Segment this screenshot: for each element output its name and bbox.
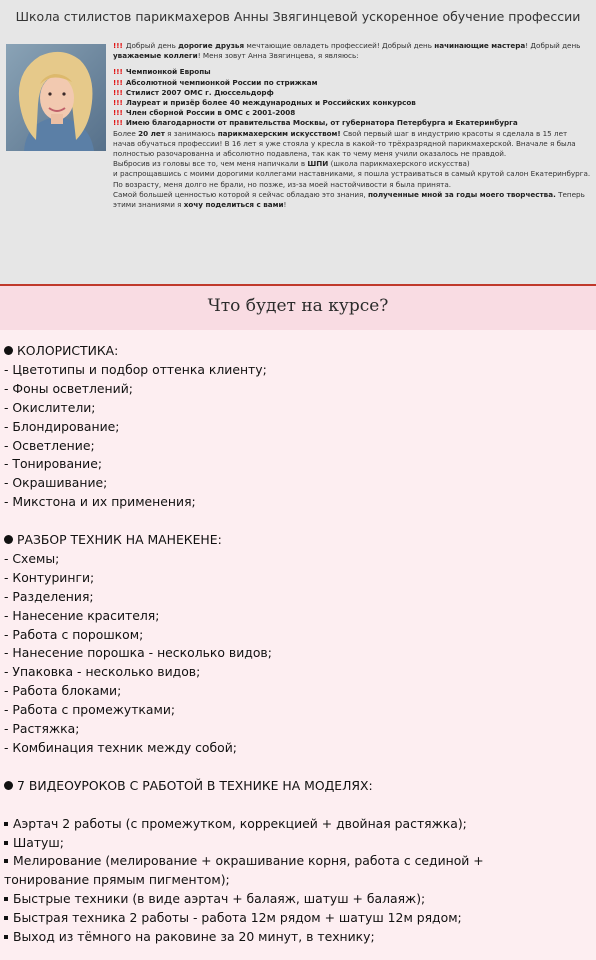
school-info-block — [0, 0, 596, 284]
list-item: - Схемы; — [4, 550, 60, 566]
list-item: Аэртач 2 работы (с промежутком, коррекцией + двойная растяжка); — [4, 815, 594, 834]
bio-greeting: !!! Добрый день дорогие друзья мечтающие овладеть профессией! Добрый день начинающие мастера! Добрый день уважаемые коллеги! Меня зовут Анна Звягинцева, я являюсь: — [113, 41, 581, 61]
list-item: - Контуринги; — [4, 569, 95, 585]
square-bullet-icon — [4, 916, 8, 920]
bullet-icon — [4, 346, 13, 355]
course-block — [0, 286, 596, 960]
section-heading: КОЛОРИСТИКА: — [4, 342, 594, 361]
list-item: - Осветление; — [4, 437, 95, 453]
school-title: Школа стилистов парикмахеров Анны Звягинцевой ускоренное обучение профессии — [15, 9, 581, 24]
achievement-item: !!! Чемпионкой Европы — [113, 67, 211, 77]
list-item: - Работа с порошком; — [4, 626, 144, 642]
bio-salon: и распрощавшись с моими дорогими коллегами наставниками, я пошла устраиваться в самый крутой салон Екатеринбурга. По возрасту, меня долго не брали, но позже, из-за моей настойчивости я была принята. — [113, 169, 591, 189]
list-item: - Упаковка - несколько видов; — [4, 664, 201, 680]
achievement-item: !!! Лауреат и призёр более 40 международных и Российских конкурсов — [113, 98, 416, 108]
list-item: - Фоны осветлений; — [4, 380, 133, 396]
list-item: Быстрая техника 2 работы - работа 12м рядом + шатуш 12м рядом; — [4, 909, 594, 928]
list-item: - Микстона и их применения; — [4, 494, 196, 510]
course-content — [4, 342, 594, 947]
list-item: - Работа с промежутками; — [4, 702, 176, 718]
instructor-photo — [6, 44, 106, 151]
achievement-item: !!! Имею благодарности от правительства Москвы, от губернатора Петербурга и Екатеринбурга — [113, 118, 518, 128]
bio-experience: Более 20 лет я занимаюсь парикмахерским искусством! Свой первый шаг в индустрию красоты я сделала в 15 лет начав обучаться профессии! В 16 лет я уже стояла у кресла в какой-то трёхразрядной парикмахерской. Вначале я была полностью разочарованна и абсолютно подавлена, так как то чему меня учили оказалось не правдой. — [113, 128, 576, 159]
list-item: - Растяжка; — [4, 721, 80, 737]
list-item: - Разделения; — [4, 588, 94, 604]
list-item: - Окислители; — [4, 399, 96, 415]
course-header — [0, 286, 596, 330]
section-heading: 7 ВИДЕОУРОКОВ С РАБОТОЙ В ТЕХНИКЕ НА МОДЕЛЯХ: — [4, 777, 594, 796]
marker: !!! — [113, 41, 123, 50]
bio-value: Самой большей ценностью которой я сейчас обладаю это знания, полученные мной за годы моего творчества. Теперь этими знаниями я хочу поделиться с вами! — [113, 189, 585, 210]
square-bullet-icon — [4, 841, 8, 845]
bio-school: Выбросив из головы все то, чем меня напичкали в ШПИ (школа парикмахерского искусства) — [113, 159, 470, 169]
list-item: - Тонирование; — [4, 456, 103, 472]
achievement-item: !!! Член сборной России в ОМС с 2001-2008 — [113, 108, 296, 118]
list-item: Быстрые техники (в виде аэртач + балаяж, шатуш + балаяж); — [4, 890, 594, 909]
square-bullet-icon — [4, 822, 8, 826]
square-bullet-icon — [4, 897, 8, 901]
list-item: - Блондирование; — [4, 418, 120, 434]
list-item: - Цветотипы и подбор оттенка клиенту; — [4, 361, 267, 377]
bullet-icon — [4, 535, 13, 544]
portrait-image — [6, 44, 106, 151]
achievement-item: !!! Абсолютной чемпионкой России по стрижкам — [113, 77, 318, 87]
square-bullet-icon — [4, 935, 8, 939]
list-item: Выход из тёмного на раковине за 20 минут, в технику; — [4, 928, 594, 947]
list-item: Мелирование (мелирование + окрашивание корня, работа с сединой + — [4, 852, 594, 871]
course-title: Что будет на курсе? — [207, 296, 389, 316]
achievement-item: !!! Стилист 2007 ОМС г. Дюссельдорф — [113, 87, 274, 97]
list-item: Шатуш; — [4, 834, 594, 853]
list-item: - Работа блоками; — [4, 683, 122, 699]
list-item: - Нанесение порошка - несколько видов; — [4, 645, 272, 661]
section-heading: РАЗБОР ТЕХНИК НА МАНЕКЕНЕ: — [4, 531, 594, 550]
list-item: - Окрашивание; — [4, 475, 108, 491]
bullet-icon — [4, 781, 13, 790]
instructor-bio — [113, 41, 591, 210]
list-item: - Нанесение красителя; — [4, 607, 160, 623]
list-item-continuation: тонирование прямым пигментом); — [4, 872, 230, 888]
list-item: - Комбинация техник между собой; — [4, 740, 237, 756]
square-bullet-icon — [4, 859, 8, 863]
